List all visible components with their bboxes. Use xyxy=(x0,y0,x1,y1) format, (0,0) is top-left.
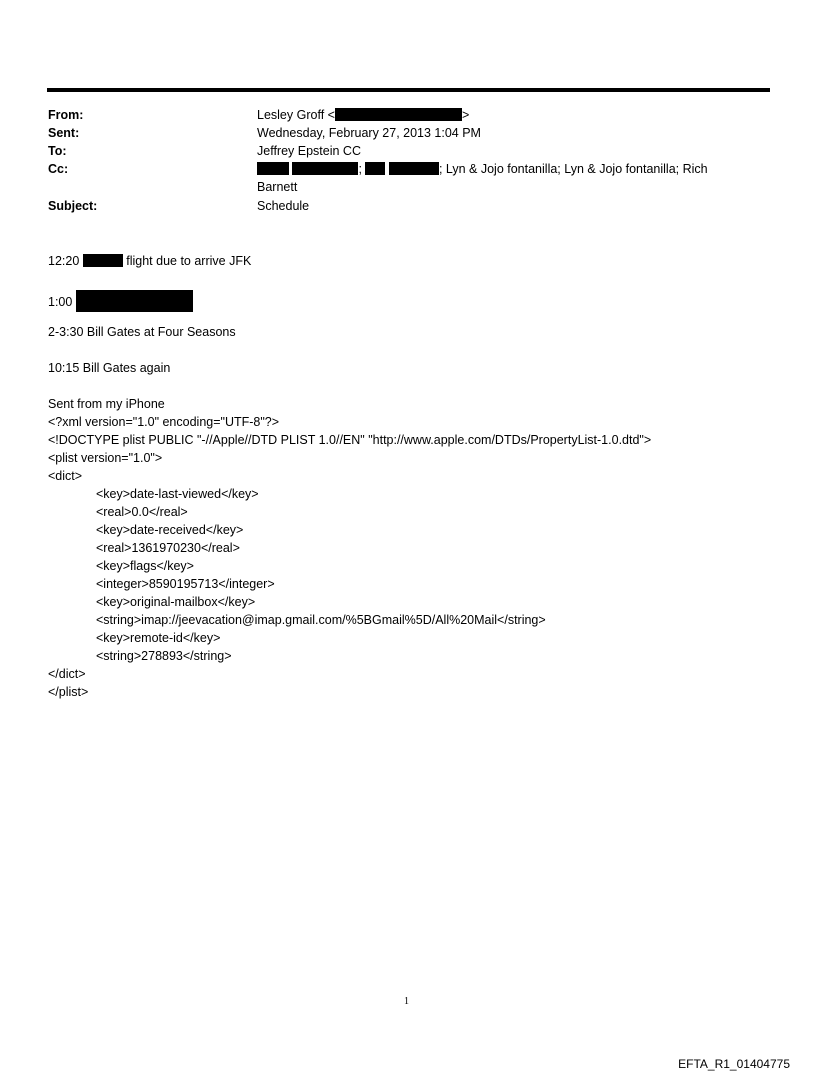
plist-line: <key>flags</key> xyxy=(96,559,194,573)
sent-label: Sent: xyxy=(48,126,80,140)
cc-separator: ; xyxy=(358,162,362,176)
from-value xyxy=(257,108,469,122)
cc-value-line2: Barnett xyxy=(257,180,298,194)
subject-value: Schedule xyxy=(257,199,310,213)
from-bracket: > xyxy=(461,108,470,122)
cc-value xyxy=(257,162,708,176)
bates-number: EFTA_R1_01404775 xyxy=(678,1057,790,1071)
to-value: Jeffrey Epstein CC xyxy=(257,144,361,158)
subject-label: Subject: xyxy=(48,199,98,213)
plist-line: <string>imap://jeevacation@imap.gmail.com/%5BGmail%5D/All%20Mail</string> xyxy=(96,613,546,627)
from-label: From: xyxy=(48,108,84,122)
body-line-gates-2: 10:15 Bill Gates again xyxy=(48,361,171,375)
body-line-gates-1: 2-3:30 Bill Gates at Four Seasons xyxy=(48,325,236,339)
plist-line: </dict> xyxy=(48,667,86,681)
plist-line: <real>0.0</real> xyxy=(96,505,188,519)
sent-value: Wednesday, February 27, 2013 1:04 PM xyxy=(257,126,481,140)
flight-time: 12:20 xyxy=(48,254,80,268)
flight-text: flight due to arrive JFK xyxy=(126,254,252,268)
redaction-block xyxy=(389,162,439,175)
redaction-block xyxy=(76,290,193,312)
redaction-block xyxy=(83,254,123,267)
plist-line: </plist> xyxy=(48,685,89,699)
body-line-flight xyxy=(48,254,251,268)
plist-line: <key>date-received</key> xyxy=(96,523,244,537)
redaction-block xyxy=(257,162,289,175)
plist-line: <key>remote-id</key> xyxy=(96,631,221,645)
redaction-block xyxy=(335,108,462,121)
plist-line: <string>278893</string> xyxy=(96,649,232,663)
signature: Sent from my iPhone xyxy=(48,397,165,411)
cc-label: Cc: xyxy=(48,162,69,176)
plist-line: <integer>8590195713</integer> xyxy=(96,577,275,591)
redaction-block xyxy=(292,162,358,175)
plist-line: <!DOCTYPE plist PUBLIC "-//Apple//DTD PLIST 1.0//EN" "http://www.apple.com/DTDs/PropertyList-1.0.dtd"> xyxy=(48,433,652,447)
plist-line: <plist version="1.0"> xyxy=(48,451,163,465)
page-number: 1 xyxy=(404,996,409,1007)
to-label: To: xyxy=(48,144,67,158)
plist-line: <?xml version="1.0" encoding="UTF-8"?> xyxy=(48,415,280,429)
body-line-1pm xyxy=(48,290,193,312)
plist-line: <key>original-mailbox</key> xyxy=(96,595,256,609)
from-name: Lesley Groff < xyxy=(257,108,335,122)
plist-line: <key>date-last-viewed</key> xyxy=(96,487,259,501)
header-rule xyxy=(47,88,770,92)
plist-line: <real>1361970230</real> xyxy=(96,541,240,555)
cc-recipients: ; Lyn & Jojo fontanilla; Lyn & Jojo fontanilla; Rich xyxy=(438,162,708,176)
plist-line: <dict> xyxy=(48,469,83,483)
redaction-block xyxy=(365,162,385,175)
appointment-time: 1:00 xyxy=(48,295,73,309)
